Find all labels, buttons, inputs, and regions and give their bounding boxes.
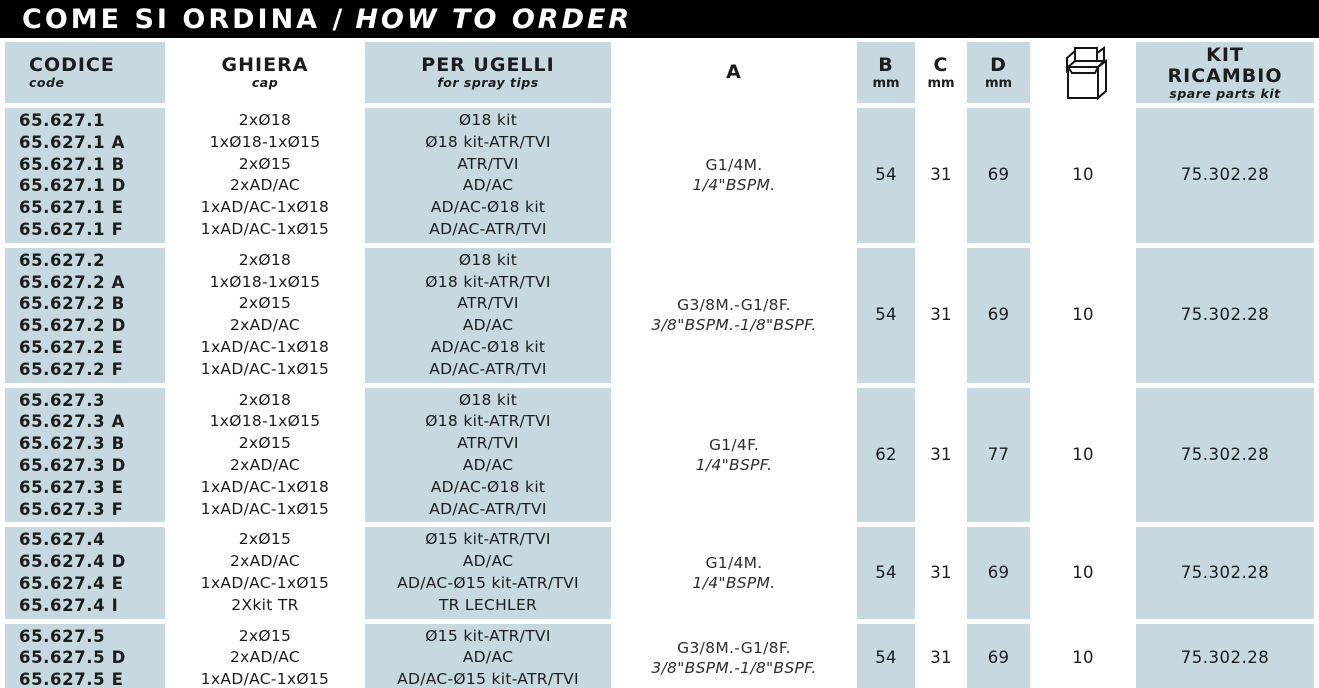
cap-value: 2xØ18 xyxy=(238,390,292,409)
cap-value: 1xAD/AC-1xØ15 xyxy=(200,219,330,238)
cap-cell xyxy=(167,527,363,618)
thread-a-cell xyxy=(613,527,855,618)
code-value: 65.627.3 A xyxy=(19,412,125,432)
code-value: 65.627.1 xyxy=(19,111,106,130)
code-value: 65.627.1 F xyxy=(19,219,124,239)
spray-tips-cell xyxy=(365,388,611,523)
cap-value: 2xØ18 xyxy=(238,250,292,269)
thread-a-line1: G1/4M. xyxy=(705,553,763,572)
header-ugelli-label: PER UGELLI xyxy=(421,54,555,76)
b-mm-cell: 54 xyxy=(857,624,915,688)
b-mm-cell: 62 xyxy=(857,388,915,523)
open-carton-box-icon xyxy=(1054,45,1112,101)
thread-a-line1: G3/8M.-G1/8F. xyxy=(677,296,791,315)
page-title-en: HOW TO ORDER xyxy=(355,3,633,35)
header-d-label: D xyxy=(990,53,1007,76)
spray-tip-value: AD/AC-Ø18 kit xyxy=(430,198,546,217)
cap-value: 2xØ15 xyxy=(238,434,292,453)
product-group-band xyxy=(5,248,1319,383)
spray-tip-value: AD/AC-ATR/TVI xyxy=(429,219,547,238)
header-ghiera xyxy=(167,42,363,103)
spare-kit-cell: 75.302.28 xyxy=(1136,108,1314,243)
spray-tip-value: AD/AC-Ø18 kit xyxy=(430,477,546,496)
c-mm-cell: 31 xyxy=(930,445,952,465)
spray-tip-value: ATR/TVI xyxy=(457,434,519,453)
code-value: 65.627.3 xyxy=(19,390,106,410)
code-value: 65.627.5 xyxy=(19,626,106,646)
code-value: 65.627.4 D xyxy=(19,552,126,572)
thread-a-cell xyxy=(613,624,855,688)
cap-value: 2Xkit TR xyxy=(231,595,299,614)
code-value: 65.627.4 xyxy=(19,530,106,550)
cap-value: 1xAD/AC-1xØ15 xyxy=(200,499,330,518)
pack-qty-cell: 10 xyxy=(1072,165,1094,185)
cap-value: 2xØ18 xyxy=(238,111,292,129)
code-value: 65.627.2 xyxy=(19,250,106,270)
header-kit xyxy=(1136,42,1314,103)
page-title xyxy=(0,0,1319,38)
cap-value: 1xAD/AC-1xØ15 xyxy=(200,670,330,688)
header-c xyxy=(917,42,965,103)
code-value: 65.627.2 B xyxy=(19,294,125,314)
header-b-label: B xyxy=(878,53,894,76)
cap-value: 2xØ15 xyxy=(238,530,292,549)
code-value: 65.627.3 D xyxy=(19,455,126,475)
code-value: 65.627.2 E xyxy=(19,337,124,357)
d-mm-cell: 69 xyxy=(967,108,1030,243)
cap-value: 1xAD/AC-1xØ18 xyxy=(200,337,330,356)
code-value: 65.627.3 E xyxy=(19,477,124,497)
spray-tips-cell xyxy=(365,108,611,243)
cap-value: 1xAD/AC-1xØ18 xyxy=(200,198,330,217)
thread-a-line1: G1/4M. xyxy=(705,156,763,175)
code-value: 65.627.1 D xyxy=(19,176,126,196)
header-c-unit: mm xyxy=(927,75,955,91)
pack-qty-cell: 10 xyxy=(1072,445,1094,465)
cap-value: 2xAD/AC xyxy=(229,648,301,667)
cap-value: 2xAD/AC xyxy=(229,176,301,195)
cap-value: 1xØ18-1xØ15 xyxy=(209,272,321,291)
header-d-unit: mm xyxy=(984,75,1013,91)
d-mm-cell: 69 xyxy=(967,624,1030,688)
code-value: 65.627.1 A xyxy=(19,132,125,152)
pack-qty-cell: 10 xyxy=(1072,305,1094,325)
thread-a-line1: G3/8M.-G1/8F. xyxy=(677,639,791,658)
table-header-row xyxy=(5,42,1319,103)
thread-a-cell xyxy=(613,248,855,383)
header-c-label: C xyxy=(933,53,949,76)
pack-qty-cell: 10 xyxy=(1072,648,1094,668)
code-value: 65.627.5 D xyxy=(19,648,126,668)
thread-a-line2: 1/4"BSPM. xyxy=(692,176,776,195)
thread-a-line2: 1/4"BSPM. xyxy=(692,573,776,592)
spray-tip-value: AD/AC-ATR/TVI xyxy=(429,359,547,378)
product-group-band xyxy=(5,624,1319,688)
order-table xyxy=(5,42,1319,688)
thread-a-line2: 3/8"BSPM.-1/8"BSPF. xyxy=(651,659,817,678)
code-value: 65.627.3 F xyxy=(19,499,124,519)
spray-tip-value: AD/AC xyxy=(462,648,514,667)
header-a-label: A xyxy=(726,61,742,83)
code-cell xyxy=(5,624,165,688)
header-ghiera-sublabel: cap xyxy=(251,75,279,90)
header-codice xyxy=(5,42,165,103)
product-group-band xyxy=(5,388,1319,523)
code-cell xyxy=(5,388,165,523)
spare-kit-cell: 75.302.28 xyxy=(1136,527,1314,618)
table-body xyxy=(5,108,1319,688)
header-b xyxy=(857,42,915,103)
spray-tip-value: ATR/TVI xyxy=(457,294,519,313)
spray-tip-value: Ø15 kit-ATR/TVI xyxy=(425,626,551,645)
header-codice-label: CODICE xyxy=(29,54,115,76)
cap-value: 1xØ18-1xØ15 xyxy=(209,132,321,151)
code-value: 65.627.5 E xyxy=(19,670,124,688)
header-qty xyxy=(1032,42,1134,103)
spray-tips-cell xyxy=(365,624,611,688)
code-value: 65.627.1 E xyxy=(19,198,124,218)
spray-tip-value: Ø15 kit-ATR/TVI xyxy=(425,530,551,549)
header-ghiera-label: GHIERA xyxy=(221,54,309,76)
page-title-it: COME SI ORDINA / xyxy=(22,3,346,35)
b-mm-cell: 54 xyxy=(857,527,915,618)
spray-tip-value: AD/AC-Ø18 kit xyxy=(430,337,546,356)
spray-tip-value: Ø18 kit-ATR/TVI xyxy=(425,132,551,151)
cap-cell xyxy=(167,388,363,523)
spray-tip-value: AD/AC xyxy=(462,455,514,474)
spray-tip-value: ATR/TVI xyxy=(457,154,519,173)
header-ugelli-sublabel: for spray tips xyxy=(437,75,539,90)
c-mm-cell: 31 xyxy=(930,648,952,668)
code-value: 65.627.2 D xyxy=(19,316,126,336)
b-mm-cell: 54 xyxy=(857,248,915,383)
header-codice-sublabel: code xyxy=(29,75,65,90)
thread-a-cell xyxy=(613,108,855,243)
spray-tip-value: Ø18 kit-ATR/TVI xyxy=(425,272,551,291)
spray-tip-value: AD/AC-Ø15 kit-ATR/TVI xyxy=(397,670,579,688)
spray-tips-cell xyxy=(365,527,611,618)
thread-a-line2: 3/8"BSPM.-1/8"BSPF. xyxy=(651,316,817,335)
c-mm-cell: 31 xyxy=(930,563,952,583)
code-cell xyxy=(5,248,165,383)
code-cell xyxy=(5,108,165,243)
d-mm-cell: 77 xyxy=(967,388,1030,523)
header-kit-label-line2: RICAMBIO xyxy=(1167,64,1283,87)
code-value: 65.627.3 B xyxy=(19,434,125,454)
b-mm-cell: 54 xyxy=(857,108,915,243)
spray-tip-value: Ø18 kit xyxy=(458,250,518,269)
product-group-band xyxy=(5,108,1319,243)
cap-value: 2xØ15 xyxy=(238,154,292,173)
code-value: 65.627.4 E xyxy=(19,573,124,593)
spray-tip-value: Ø18 kit-ATR/TVI xyxy=(425,412,551,431)
thread-a-line1: G1/4F. xyxy=(708,435,760,454)
spray-tip-value: AD/AC xyxy=(462,316,514,335)
cap-value: 1xØ18-1xØ15 xyxy=(209,412,321,431)
header-kit-sublabel: spare parts kit xyxy=(1169,85,1281,101)
d-mm-cell: 69 xyxy=(967,527,1030,618)
code-value: 65.627.2 F xyxy=(19,359,124,379)
spare-kit-cell: 75.302.28 xyxy=(1136,624,1314,688)
cap-value: 1xAD/AC-1xØ15 xyxy=(200,573,330,592)
cap-value: 2xAD/AC xyxy=(229,316,301,335)
pack-qty-cell: 10 xyxy=(1072,563,1094,583)
cap-cell xyxy=(167,248,363,383)
spray-tip-value: Ø18 kit xyxy=(458,390,518,409)
spray-tips-cell xyxy=(365,248,611,383)
spray-tip-value: TR LECHLER xyxy=(438,595,538,614)
spare-kit-cell: 75.302.28 xyxy=(1136,388,1314,523)
d-mm-cell: 69 xyxy=(967,248,1030,383)
spray-tip-value: AD/AC xyxy=(462,176,514,195)
cap-cell xyxy=(167,108,363,243)
cap-cell xyxy=(167,624,363,688)
c-mm-cell: 31 xyxy=(930,305,952,325)
cap-value: 2xØ15 xyxy=(238,294,292,313)
cap-value: 1xAD/AC-1xØ15 xyxy=(200,359,330,378)
header-kit-label-line1: KIT xyxy=(1206,43,1244,66)
header-b-unit: mm xyxy=(872,75,900,91)
cap-value: 2xØ15 xyxy=(238,626,292,645)
cap-value: 2xAD/AC xyxy=(229,455,301,474)
thread-a-cell xyxy=(613,388,855,523)
spray-tip-value: Ø18 kit xyxy=(458,111,518,129)
thread-a-line2: 1/4"BSPF. xyxy=(695,455,773,474)
header-d xyxy=(967,42,1030,103)
spare-kit-cell: 75.302.28 xyxy=(1136,248,1314,383)
cap-value: 1xAD/AC-1xØ18 xyxy=(200,477,330,496)
spray-tip-value: AD/AC-ATR/TVI xyxy=(429,499,547,518)
spray-tip-value: AD/AC-Ø15 kit-ATR/TVI xyxy=(397,573,579,592)
c-mm-cell: 31 xyxy=(930,165,952,185)
code-value: 65.627.4 I xyxy=(19,595,119,615)
product-group-band xyxy=(5,527,1319,618)
header-a xyxy=(613,42,855,103)
code-cell xyxy=(5,527,165,618)
code-value: 65.627.2 A xyxy=(19,272,125,292)
spray-tip-value: AD/AC xyxy=(462,552,514,571)
header-ugelli xyxy=(365,42,611,103)
code-value: 65.627.1 B xyxy=(19,154,125,174)
cap-value: 2xAD/AC xyxy=(229,552,301,571)
